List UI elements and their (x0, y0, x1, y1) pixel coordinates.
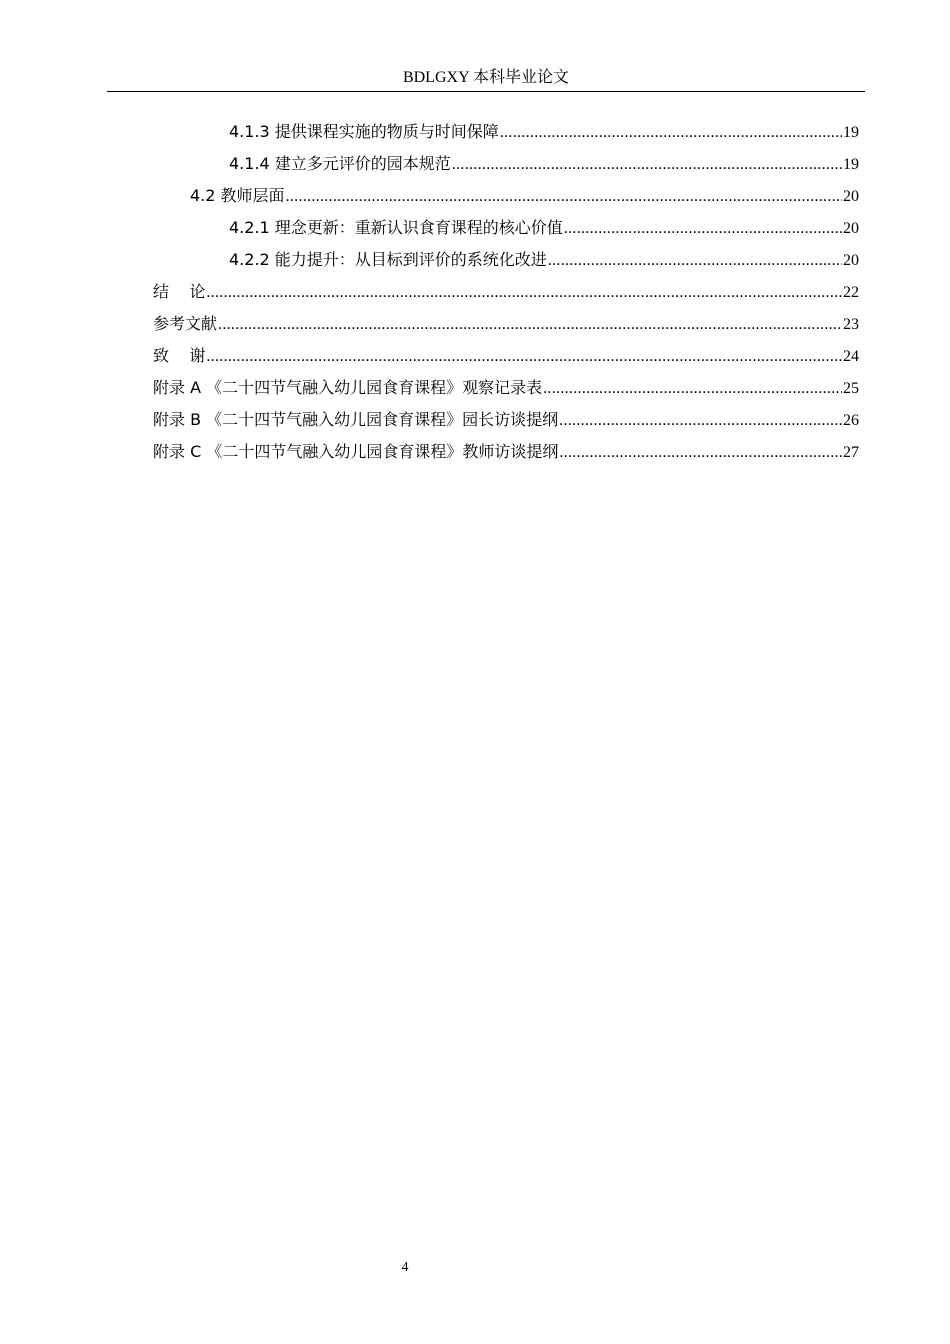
toc-entry-label: 4.1.4 建立多元评价的园本规范 (229, 154, 451, 173)
toc-dot-leader (564, 217, 842, 241)
page-number: 4 (401, 1260, 409, 1275)
toc-dot-leader (286, 185, 842, 209)
toc-entry-page: 20 (843, 188, 859, 205)
toc-entry-page: 19 (843, 156, 859, 173)
toc-dot-leader (559, 409, 842, 433)
header-rule (107, 91, 865, 92)
toc-entry[interactable] (229, 152, 859, 176)
toc-entry-page: 22 (843, 284, 859, 301)
toc-entry[interactable] (229, 216, 859, 240)
toc-entry[interactable] (153, 440, 859, 464)
toc-dot-leader (206, 281, 842, 305)
toc-entry[interactable] (229, 120, 859, 144)
toc-entry-page: 24 (843, 348, 859, 365)
toc-entry-label: 附录 A 《二十四节气融入幼儿园食育课程》观察记录表 (153, 378, 543, 397)
toc-entry-page: 20 (843, 220, 859, 237)
toc-entry[interactable] (153, 312, 859, 336)
toc-entry[interactable] (229, 248, 859, 272)
toc-entry-label: 致 谢 (153, 346, 206, 365)
toc-entry[interactable] (153, 376, 859, 400)
toc-entry-label: 附录 C 《二十四节气融入幼儿园食育课程》教师访谈提纲 (153, 442, 559, 461)
toc-dot-leader (548, 249, 842, 273)
toc-entry-page: 20 (843, 252, 859, 269)
toc-entry-label: 附录 B 《二十四节气融入幼儿园食育课程》园长访谈提纲 (153, 410, 559, 429)
toc-entry-label: 4.2 教师层面 (190, 186, 285, 205)
toc-entry-page: 25 (843, 380, 859, 397)
toc-entry-page: 26 (843, 412, 859, 429)
toc-entry-label: 4.2.1 理念更新：重新认识食育课程的核心价值 (229, 218, 563, 237)
toc-dot-leader (206, 345, 842, 369)
toc-entry-label: 结 论 (153, 282, 206, 301)
toc-entry-page: 19 (843, 124, 859, 141)
toc-entry[interactable] (153, 280, 859, 304)
toc-dot-leader (500, 121, 842, 145)
toc-entry-page: 27 (843, 444, 859, 461)
toc-dot-leader (218, 313, 842, 337)
toc-entry-label: 4.2.2 能力提升：从目标到评价的系统化改进 (229, 250, 547, 269)
toc-entry[interactable] (153, 408, 859, 432)
toc-entry[interactable] (153, 344, 859, 368)
toc-dot-leader (543, 377, 842, 401)
toc-dot-leader (559, 441, 842, 465)
toc-entry[interactable] (190, 184, 859, 208)
toc-entry-label: 参考文献 (153, 314, 218, 333)
toc-entry-label: 4.1.3 提供课程实施的物质与时间保障 (229, 122, 499, 141)
toc-entry-page: 23 (843, 316, 859, 333)
page-header-title: BDLGXY 本科毕业论文 (402, 69, 570, 86)
toc-dot-leader (452, 153, 842, 177)
